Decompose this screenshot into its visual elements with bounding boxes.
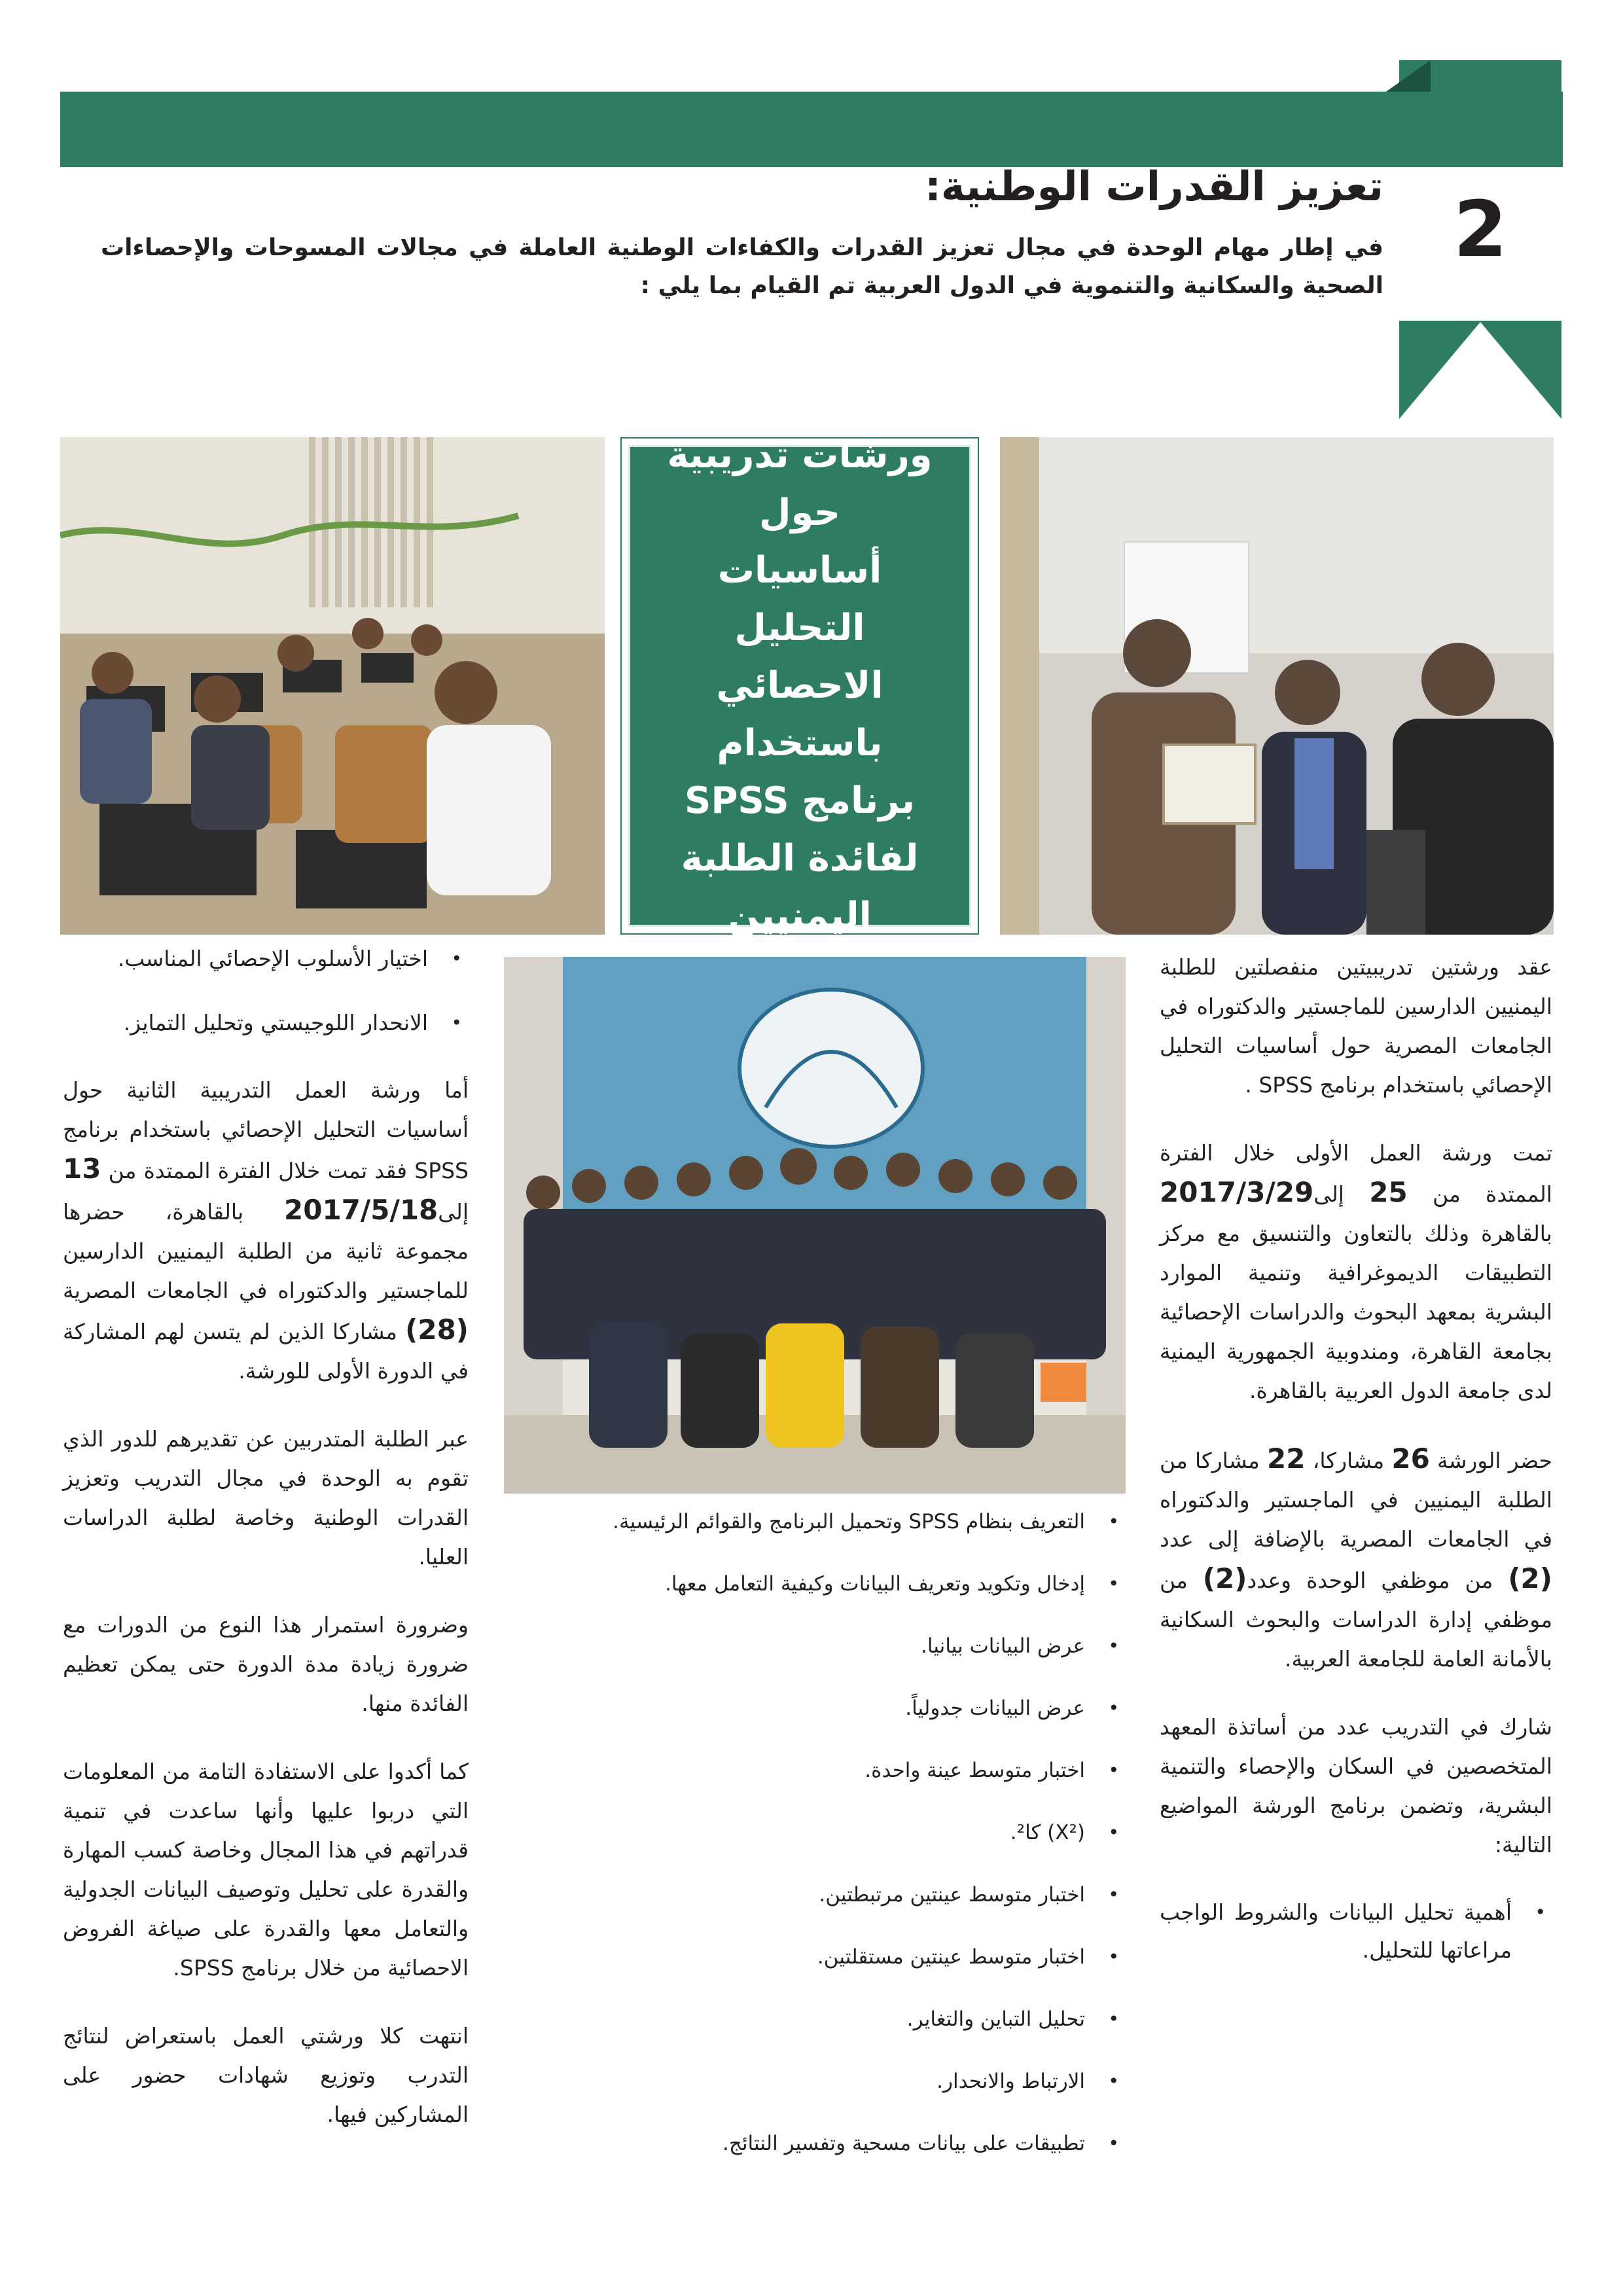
list-item: • تطبيقات على بيانات مسحية وتفسير النتائج. bbox=[722, 2132, 1119, 2155]
paragraph-second-workshop: أما ورشة العمل التدريبية الثانية حول أساسيات التحليل الإحصائي باستخدام برنامج SPSS فقد تمت خلال الفترة الممتدة من 13 إلى2017/5/18 بالقاهرة، حضرها مجموعة ثانية من الطلبة اليمنيين الدارسين للماجستير والدكتوراه في الجامعات المصرية (28) مشاركا الذين لم يتسن لهم المشاركة في الدورة الأولى للورشة. bbox=[63, 1077, 469, 1384]
tab-notch bbox=[1399, 322, 1561, 419]
workshop-title: ورشات تدريبية حول أساسيات التحليل الاحصائي باستخدام برنامج SPSS لفائدة الطلبة اليمنيين bbox=[667, 434, 933, 937]
list-item: • اختبار متوسط عينة واحدة. bbox=[865, 1759, 1119, 1782]
photo-classroom-trainees bbox=[60, 437, 605, 935]
list-item: • الارتباط والانحدار. bbox=[936, 2070, 1119, 2093]
list-item: • إدخال وتكويد وتعريف البيانات وكيفية التعامل معها. bbox=[665, 1572, 1119, 1596]
paragraph-trainers: شارك في التدريب عدد من أساتذة المعهد المتخصصين في السكان والإحصاء والتنمية البشرية، وتضمن برنامج الورشة المواضيع التالية: bbox=[1160, 1714, 1552, 1857]
list-item: • عرض البيانات جدولياً. bbox=[905, 1696, 1119, 1720]
topics-list-end bbox=[63, 942, 469, 1039]
list-item: • الانحدار اللوجيستي وتحليل التمايز. bbox=[123, 1010, 462, 1035]
list-item: • اختبار متوسط عينتين مرتبطتين. bbox=[819, 1883, 1119, 1907]
list-item: • عرض البيانات بيانيا. bbox=[921, 1634, 1119, 1658]
second-workshop-date: 2017/5/18 bbox=[284, 1194, 438, 1226]
paragraph-benefit: كما أكدوا على الاستفادة التامة من المعلومات التي دربوا عليها وأنها ساعدت في تنمية قدراتهم في هذا المجال وخاصة كسب المهارة والقدرة على تحليل وتوصيف البيانات الجدولية والتعامل معها والقدرة على صياغة الفروض الاحصائية من خلال برنامج SPSS. bbox=[63, 1759, 469, 1981]
start-day: 25 bbox=[1369, 1176, 1408, 1208]
paragraph-first-workshop: تمت ورشة العمل الأولى خلال الفترة الممتدة من 25 إلى2017/3/29 بالقاهرة وذلك بالتعاون والتنسيق مع مركز التطبيقات الديموغرافية وتنمية الموارد البشرية بمعهد البحوث والدراسات الإحصائية بجامعة القاهرة، ومندوبية الجمهورية اليمنية لدى جامعة الدول العربية بالقاهرة. bbox=[1160, 1140, 1552, 1403]
photo-certificate-handover bbox=[1000, 437, 1554, 935]
workshop-title-box-inner bbox=[628, 434, 971, 937]
section-number: 2 bbox=[1453, 184, 1508, 274]
paragraph-attendance: حضر الورشة 26 مشاركا، 22 مشاركا من الطلبة اليمنيين في الماجستير والدكتوراه في الجامعات المصرية بالإضافة إلى عدد (2) من موظفي الوحدة وعدد(2) من موظفي إدارة الدراسات والبحوث السكانية بالأمانة العامة للجامعة العربية. bbox=[1160, 1443, 1552, 1672]
paragraph-appreciation: عبر الطلبة المتدربين عن تقديرهم للدور الذي تقوم به الوحدة في مجال التدريب وتعزيز القدرات الوطنية وخاصة لطلبة الدراسات العليا. bbox=[63, 1426, 469, 1570]
list-item: • (X²) كا². bbox=[1010, 1821, 1119, 1844]
header-bar bbox=[60, 92, 1563, 167]
paragraph-intro-workshops: عقد ورشتين تدريبيتين منفصلتين للطلبة اليمنيين الدارسين للماجستير والدكتوراه في الجامعات المصرية حول أساسيات التحليل الإحصائي باستخدام برنامج SPSS . bbox=[1160, 954, 1552, 1098]
left-column bbox=[63, 942, 469, 2163]
paragraph-continuation: وضرورة استمرار هذا النوع من الدورات مع ضرورة زيادة مدة الدورة حتى يمكن تعظيم الفائدة منها. bbox=[63, 1612, 469, 1716]
paragraph-closing: انتهت كلا ورشتي العمل باستعراض لنتائج التدرب وتوزيع شهادات حضور على المشاركين فيها. bbox=[63, 2023, 469, 2127]
list-item: • التعريف بنظام SPSS وتحميل البرنامج والقوائم الرئيسية. bbox=[613, 1510, 1119, 1534]
middle-topics-list bbox=[504, 1505, 1126, 2189]
list-item: • اختيار الأسلوب الإحصائي المناسب. bbox=[117, 946, 462, 971]
list-item: • تحليل التباين والتغاير. bbox=[906, 2007, 1119, 2031]
workshop-title-box bbox=[620, 434, 979, 937]
first-workshop-date: 2017/3/29 bbox=[1160, 1176, 1314, 1208]
list-item: • أهمية تحليل البيانات والشروط الواجب مراعاتها للتحليل. bbox=[1160, 1899, 1546, 1963]
section-title: تعزيز القدرات الوطنية: bbox=[925, 162, 1383, 210]
right-column bbox=[1160, 948, 1552, 1999]
photo-group-participants bbox=[504, 957, 1126, 1494]
corner-fold bbox=[1386, 60, 1431, 92]
list-item: • اختبار متوسط عينتين مستقلتين. bbox=[817, 1945, 1119, 1969]
intro-paragraph: في إطار مهام الوحدة في مجال تعزيز القدرات والكفاءات الوطنية العاملة في مجالات المسوحات والإحصاءات الصحية والسكانية والتنموية في الدول العربية تم القيام بما يلي : bbox=[101, 234, 1383, 299]
topics-list-start bbox=[1160, 1893, 1552, 1969]
